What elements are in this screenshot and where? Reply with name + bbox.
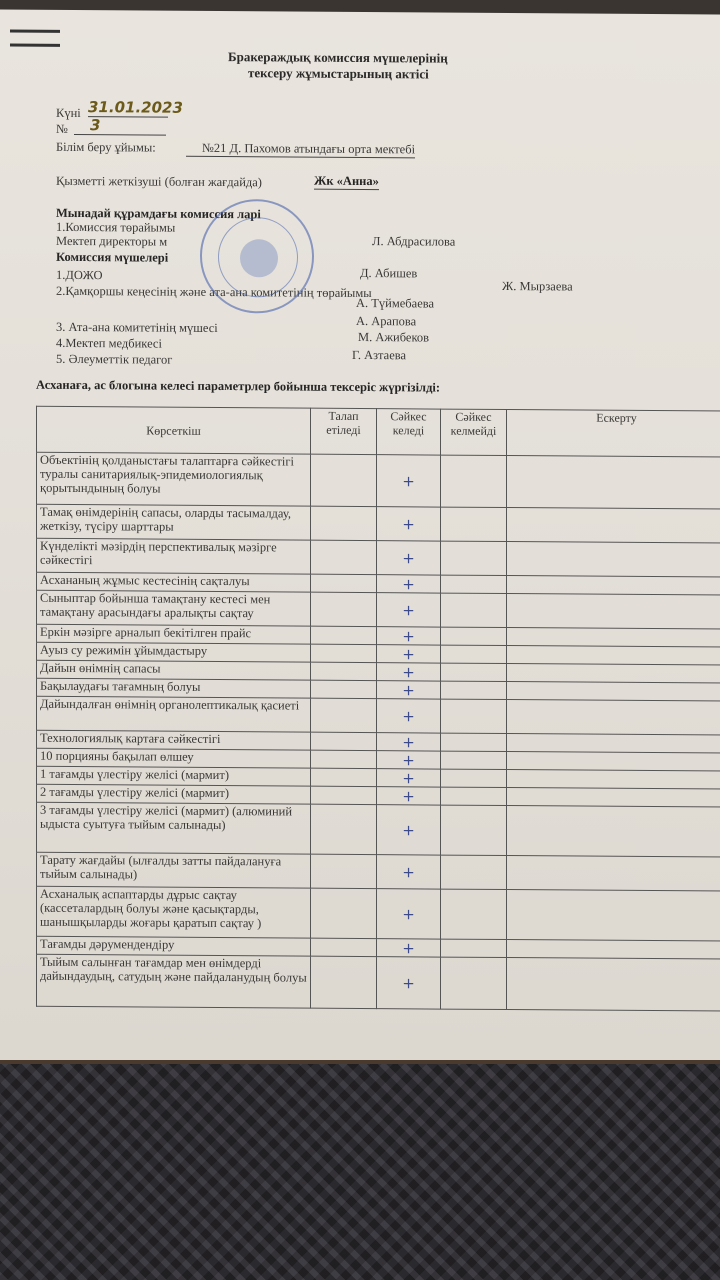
row-note-cell [507,646,720,666]
official-seal [200,199,314,314]
director-label: Мектеп директоры м [56,233,168,249]
row-indicator: Сыныптар бойынша тамақтану кестесі мен тамақтану арасындағы аралықты сақтау [37,590,311,626]
row-indicator: Тарату жағдайы (ылғалды затты пайдалануға тыйым салынады) [37,852,311,888]
header-noncompliant: Сәйкес келмейді [441,409,507,455]
row-compliant-mark: + [377,855,441,889]
row-note-cell [507,682,720,702]
row-req-cell [311,506,377,540]
row-non-cell [441,663,507,681]
row-req-cell [311,662,377,680]
member-5-label: 5. Әлеуметтік педагог [56,351,173,367]
row-indicator: 1 тағамды үлестіру желісі (мармит) [37,766,311,786]
row-compliant-mark: + [377,939,441,957]
row-compliant-mark: + [377,541,441,575]
row-indicator: Тыйым салынған тағамдар мен өнімдерді дайындаудың, сатудың және пайдаланудың болуы [37,954,311,1008]
row-note-cell [507,628,720,648]
row-req-cell [311,680,377,698]
director-name: Л. Абдрасилова [372,234,456,249]
row-non-cell [441,575,507,593]
row-indicator: Объектінің қолданыстағы талаптарға сәйкестігі туралы санитариялық-эпидемиологиялық қорытындының болуы [37,452,311,506]
row-compliant-mark: + [377,805,441,855]
row-req-cell [311,540,377,574]
table-row [37,886,720,941]
title-line-1: Бракераждық комиссия мүшелерінің [228,49,448,66]
row-compliant-mark: + [377,507,441,541]
row-note-cell [507,734,720,754]
commission-heading: Мынадай құрамдағы комиссия ларі [56,205,261,222]
row-non-cell [441,787,507,805]
row-indicator: Еркін мәзірге арналып бекітілген прайс [37,624,311,644]
school-value: №21 Д. Пахомов атындағы орта мектебі [186,141,415,159]
row-compliant-mark: + [377,889,441,939]
table-row [37,538,720,577]
row-indicator: Тағамды дәрумендендіру [37,936,311,956]
supplier-value: Жк «Анна» [314,173,379,189]
row-note-cell [507,752,720,772]
scan-mark [10,30,60,33]
row-compliant-mark: + [377,645,441,663]
row-req-cell [311,938,377,956]
row-req-cell [311,592,377,626]
row-compliant-mark: + [377,769,441,787]
row-note-cell [507,594,720,630]
row-note-cell [507,788,720,808]
number-label: № [56,121,68,136]
school-label: Білім беру ұйымы: [56,139,156,155]
section-heading: Асханаға, ас блогына келесі параметрлер бойынша тексеріс жүргізілді: [36,377,441,395]
row-note-cell [507,542,720,578]
table-row [37,504,720,543]
row-indicator: Ауыз су режимін ұйымдастыру [37,642,311,662]
row-non-cell [441,889,507,939]
row-indicator: Дайындалған өнімнің органолептикалық қасиеті [37,696,311,732]
row-indicator: Бақылаудағы тағамның болуы [37,678,311,698]
row-non-cell [441,681,507,699]
row-req-cell [311,698,377,732]
member-2-name-right: Ж. Мырзаева [502,278,573,294]
row-compliant-mark: + [377,699,441,733]
row-non-cell [441,733,507,751]
member-2-label: 2.Қамқоршы кеңесінің және ата-ана комитетінің төрайымы [56,283,372,301]
title-line-2: тексеру жұмыстарының актісі [248,65,429,82]
row-compliant-mark: + [377,593,441,627]
row-note-cell [507,700,720,736]
members-heading: Комиссия мүшелері [56,249,169,265]
row-note-cell [507,770,720,790]
table-row [37,696,720,735]
table-row [37,590,720,629]
member-4-name: М. Ажибеков [358,329,430,345]
row-non-cell [441,855,507,889]
row-indicator: Асханалық аспаптарды дұрыс сақтау (кассеталардың болуы және қасықтарды, шанышқыларды жоғары қаратып сақтау ) [37,886,311,938]
table-row [37,802,720,857]
supplier-label: Қызметті жеткізуші (болған жағдайда) [56,173,262,190]
table-row [37,954,720,1011]
row-non-cell [441,751,507,769]
row-req-cell [311,956,377,1008]
row-indicator: Күнделікті мәзірдің перспективалық мәзірге сәйкестігі [37,538,311,574]
row-indicator: Технологиялық картаға сәйкестігі [37,730,311,750]
row-req-cell [311,644,377,662]
row-req-cell [311,804,377,854]
row-note-cell [507,664,720,684]
member-2-name: А. Түймебаева [356,295,435,311]
row-non-cell [441,769,507,787]
row-req-cell [311,732,377,750]
row-note-cell [507,806,720,858]
header-note: Ескерту [507,410,720,458]
row-non-cell [441,805,507,855]
row-non-cell [441,593,507,627]
row-compliant-mark: + [377,663,441,681]
member-5-name: Г. Азтаева [352,347,407,363]
row-note-cell [507,890,720,942]
row-req-cell [311,768,377,786]
row-indicator: Асхананың жұмыс кестесінің сақталуы [37,572,311,592]
table-row [37,852,720,891]
scan-mark-2 [10,44,60,47]
row-indicator: 3 тағамды үлестіру желісі (мармит) (алюминий ыдыста суытуға тыйым салынады) [37,802,311,854]
row-non-cell [441,541,507,575]
row-compliant-mark: + [377,627,441,645]
row-compliant-mark: + [377,733,441,751]
row-compliant-mark: + [377,751,441,769]
seal-emblem [240,239,278,277]
row-compliant-mark: + [377,957,441,1009]
row-note-cell [507,508,720,544]
member-3-name: А. Арапова [356,313,417,329]
member-1-name: Д. Абишев [360,266,418,281]
row-non-cell [441,627,507,645]
row-compliant-mark: + [377,455,441,507]
member-4-label: 4.Мектеп медбикесі [56,335,162,351]
row-note-cell [507,856,720,892]
row-note-cell [507,576,720,596]
row-req-cell [311,854,377,888]
row-req-cell [311,750,377,768]
document-page [0,9,720,1066]
row-req-cell [311,574,377,592]
row-note-cell [507,958,720,1012]
row-indicator: 10 порцияны бақылап өлшеу [37,748,311,768]
row-req-cell [311,626,377,644]
row-req-cell [311,786,377,804]
header-indicator: Көрсеткіш [37,406,311,454]
number-value: 3 [74,116,166,136]
row-compliant-mark: + [377,681,441,699]
row-non-cell [441,645,507,663]
row-indicator: Тамақ өнімдерінің сапасы, оларды тасымалдау, жеткізу, түсіру шарттары [37,504,311,540]
chair-label: 1.Комиссия төрайымы [56,219,176,235]
row-non-cell [441,455,507,507]
row-note-cell [507,940,720,960]
row-note-cell [507,456,720,510]
row-indicator: 2 тағамды үлестіру желісі (мармит) [37,784,311,804]
fabric-background [0,1064,720,1280]
row-req-cell [311,888,377,938]
header-required: Талап етіледі [311,408,377,454]
date-value: 31.01.2023 [88,98,183,117]
member-1-label: 1.ДОЖО [56,267,103,283]
row-compliant-mark: + [377,575,441,593]
row-req-cell [311,454,377,506]
table-row [37,452,720,509]
row-non-cell [441,957,507,1009]
inspection-table [36,406,720,1012]
row-compliant-mark: + [377,787,441,805]
member-3-label: 3. Ата-ана комитетінің мүшесі [56,319,218,336]
row-indicator: Дайын өнімнің сапасы [37,660,311,680]
row-non-cell [441,507,507,541]
date-label: Күні [56,105,81,121]
table-header-row [37,406,720,457]
row-non-cell [441,699,507,733]
header-compliant: Сәйкес келеді [377,409,441,455]
row-non-cell [441,939,507,957]
